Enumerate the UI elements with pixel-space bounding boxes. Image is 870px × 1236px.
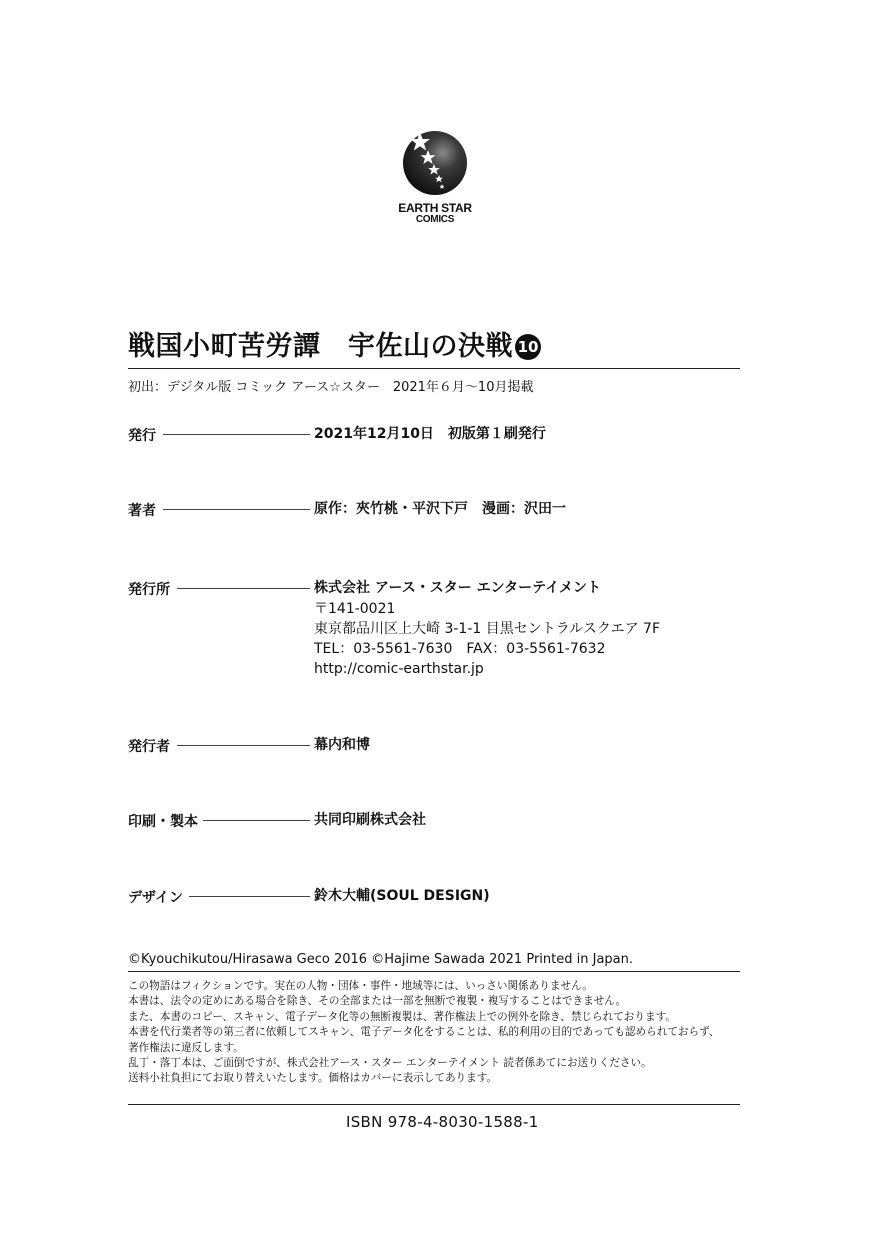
colophon-row-design <box>128 887 183 907</box>
first-publication-note: 初出：デジタル版 コミック アース☆スター 2021年６月～10月掲載 <box>128 380 534 395</box>
colophon-row-issuer <box>128 736 170 756</box>
leader-line <box>177 588 310 589</box>
logo-line1: EARTH STAR <box>398 201 472 215</box>
legal-note: 送料小社負担にてお取り替えいたします。価格はカバーに表示してあります。 <box>128 1072 498 1085</box>
publisher-address: 東京都品川区上大崎 3-1-1 目黒セントラルスクエア 7F <box>314 621 661 637</box>
colophon-row-publish-date <box>128 425 156 445</box>
colophon-label: デザイン <box>128 890 184 906</box>
publish-date-value: 2021年12月10日 初版第１刷発行 <box>314 426 546 442</box>
printing-value: 共同印刷株式会社 <box>314 812 426 828</box>
legal-note: 本書は、法令の定めにある場合を除き、その全部または一部を無断で複製・複写することはできません。 <box>128 995 627 1008</box>
leader-line <box>189 896 310 897</box>
logo-line2: COMICS <box>415 214 455 225</box>
book-title-main: 戦国小町苦労譚 宇佐山の決戦 <box>128 331 513 362</box>
earth-star-comics-logo <box>380 125 490 235</box>
volume-number-badge: 10 <box>515 334 541 360</box>
publisher-postal-code: 〒141-0021 <box>314 601 396 617</box>
book-title <box>128 324 541 363</box>
legal-note: 乱丁・落丁本は、ご面倒ですが、株式会社アース・スター エンターテイメント 読者係あてにお送りください。 <box>128 1057 652 1070</box>
colophon-label: 発行所 <box>128 582 170 598</box>
colophon-row-publisher <box>128 579 170 599</box>
copyright-divider <box>128 971 740 972</box>
leader-line <box>203 820 310 821</box>
colophon-label: 印刷・製本 <box>128 814 198 830</box>
title-divider <box>128 368 740 369</box>
publisher-url: http://comic-earthstar.jp <box>314 661 484 677</box>
copyright-line: ©Kyouchikutou/Hirasawa Geco 2016 ©Hajime Sawada 2021 Printed in Japan. <box>128 952 633 967</box>
publisher-phone-fax: TEL：03-5561-7630 FAX：03-5561-7632 <box>314 641 606 657</box>
colophon-label: 発行 <box>128 428 156 444</box>
leader-line <box>177 745 310 746</box>
colophon-row-printing <box>128 811 198 831</box>
leader-line <box>163 509 310 510</box>
isbn-number: ISBN 978-4-8030-1588-1 <box>346 1113 539 1131</box>
author-value: 原作：夾竹桃・平沢下戸 漫画：沢田一 <box>314 501 566 517</box>
legal-note: また、本書のコピー、スキャン、電子データ化等の無断複製は、著作権法上での例外を除き、禁じられております。 <box>128 1010 676 1023</box>
legal-note: 本書を代行業者等の第三者に依頼してスキャン、電子データ化をすることは、私的利用の目的であっても認められておらず、 <box>128 1026 720 1039</box>
colophon-label: 著者 <box>128 503 156 519</box>
colophon-label: 発行者 <box>128 739 170 755</box>
colophon-row-author <box>128 500 156 520</box>
legal-note: この物語はフィクションです。実在の人物・団体・事件・地域等には、いっさい関係ありません。 <box>128 980 593 992</box>
publisher-name: 株式会社 アース・スター エンターテイメント <box>314 580 601 596</box>
issuer-value: 幕内和博 <box>314 737 370 753</box>
legal-note: 著作権法に違反します。 <box>128 1041 244 1054</box>
design-value: 鈴木大輔(SOUL DESIGN) <box>314 888 490 904</box>
earth-star-globe-icon <box>401 129 469 197</box>
leader-line <box>163 434 310 435</box>
legal-notes <box>128 979 748 1087</box>
isbn-divider <box>128 1104 740 1105</box>
